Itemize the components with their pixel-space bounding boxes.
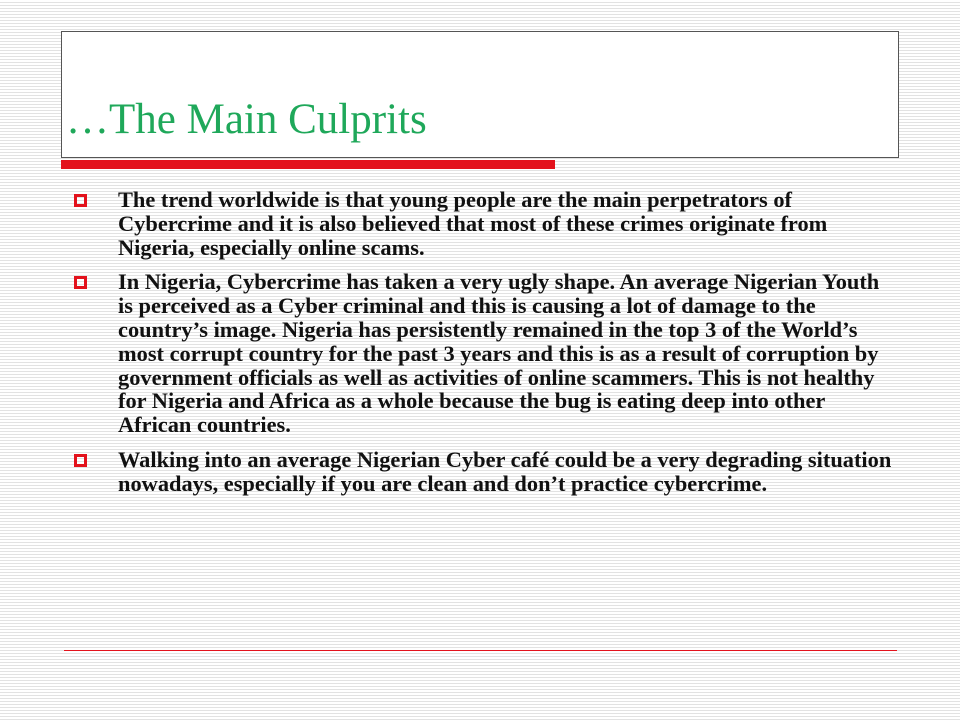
slide-title: …The Main Culprits	[66, 96, 427, 143]
bullet-text: The trend worldwide is that young people are the main perpetrators of Cybercrime and it is also believed that most of these crimes originate from Nigeria, especially online scams.	[118, 187, 828, 260]
bullet-text: Walking into an average Nigerian Cyber café could be a very degrading situation nowadays, especially if you are clean and don’t practice cybercrime.	[118, 446, 892, 496]
bullet-item	[72, 448, 892, 496]
title-underline	[61, 160, 555, 169]
hollow-square-icon	[74, 454, 87, 467]
bottom-divider	[64, 650, 897, 651]
hollow-square-icon	[74, 276, 87, 289]
bullet-item	[72, 188, 892, 259]
bullet-list	[72, 188, 892, 507]
bullet-text: In Nigeria, Cybercrime has taken a very ugly shape. An average Nigerian Youth is perceived as a Cyber criminal and this is causing a lot of damage to the country’s image. Nigeria has persistently remained in the top 3 of the World’s most corrupt country for the past 3 years and this is as a result of corruption by government officials as well as activities of online scammers. This is not healthy for Nigeria and Africa as a whole because the bug is eating deep into other African countries.	[118, 269, 880, 438]
bullet-item	[72, 270, 892, 437]
hollow-square-icon	[74, 194, 87, 207]
